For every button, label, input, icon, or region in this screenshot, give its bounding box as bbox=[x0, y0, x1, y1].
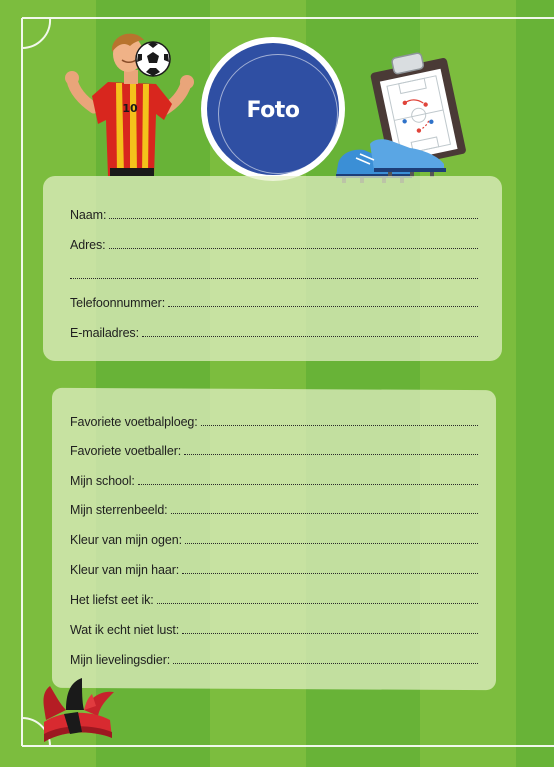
star-sign-label: Mijn sterrenbeeld: bbox=[70, 503, 168, 517]
favorite-food-label: Het liefst eet ik: bbox=[70, 593, 154, 607]
school-label: Mijn school: bbox=[70, 474, 135, 488]
soccer-ball-icon bbox=[134, 40, 172, 78]
favorite-player-label: Favoriete voetballer: bbox=[70, 444, 182, 458]
football-player-illustration bbox=[64, 30, 194, 176]
email-label: E-mailadres: bbox=[70, 326, 139, 340]
disliked-food-dotted-line bbox=[182, 633, 478, 634]
favorite-animal-dotted-line bbox=[173, 663, 478, 664]
favorite-animal-label: Mijn lievelingsdier: bbox=[70, 653, 171, 667]
star-sign-dotted-line bbox=[171, 513, 478, 514]
address-line-2[interactable] bbox=[70, 262, 478, 282]
favorite-team-dotted-line bbox=[201, 425, 478, 426]
favorite-food-line[interactable] bbox=[70, 587, 478, 607]
address-2-dotted-line bbox=[70, 278, 478, 279]
hair-color-dotted-line bbox=[182, 573, 478, 574]
address-dotted-line bbox=[109, 248, 478, 249]
hair-color-label: Kleur van mijn haar: bbox=[70, 563, 180, 577]
favorite-food-dotted-line bbox=[157, 603, 478, 604]
eye-color-dotted-line bbox=[185, 543, 478, 544]
phone-dotted-line bbox=[168, 306, 478, 307]
eye-color-line[interactable] bbox=[70, 527, 478, 547]
address-line[interactable] bbox=[70, 232, 478, 252]
email-line[interactable] bbox=[70, 320, 478, 340]
shirt-number: 10 bbox=[122, 102, 138, 115]
phone-label: Telefoonnummer: bbox=[70, 296, 166, 310]
disliked-food-line[interactable] bbox=[70, 617, 478, 637]
hair-color-line[interactable] bbox=[70, 557, 478, 577]
favorite-player-dotted-line bbox=[184, 454, 478, 455]
school-dotted-line bbox=[138, 484, 478, 485]
name-dotted-line bbox=[109, 218, 478, 219]
school-line[interactable] bbox=[70, 468, 478, 488]
name-label: Naam: bbox=[70, 208, 107, 222]
star-sign-line[interactable] bbox=[70, 497, 478, 517]
jester-hat-icon bbox=[36, 676, 122, 752]
photo-placeholder bbox=[201, 37, 345, 181]
photo-label: Foto bbox=[246, 98, 300, 123]
photo-circle bbox=[207, 43, 339, 175]
disliked-food-label: Wat ik echt niet lust: bbox=[70, 623, 180, 637]
favorite-team-label: Favoriete voetbalploeg: bbox=[70, 415, 198, 429]
address-label: Adres: bbox=[70, 238, 106, 252]
favorite-team-line[interactable] bbox=[70, 409, 478, 429]
favorite-player-line[interactable] bbox=[70, 438, 478, 458]
name-line[interactable] bbox=[70, 202, 478, 222]
phone-line[interactable] bbox=[70, 290, 478, 310]
favorite-animal-line[interactable] bbox=[70, 647, 478, 667]
email-dotted-line bbox=[142, 336, 478, 337]
eye-color-label: Kleur van mijn ogen: bbox=[70, 533, 182, 547]
